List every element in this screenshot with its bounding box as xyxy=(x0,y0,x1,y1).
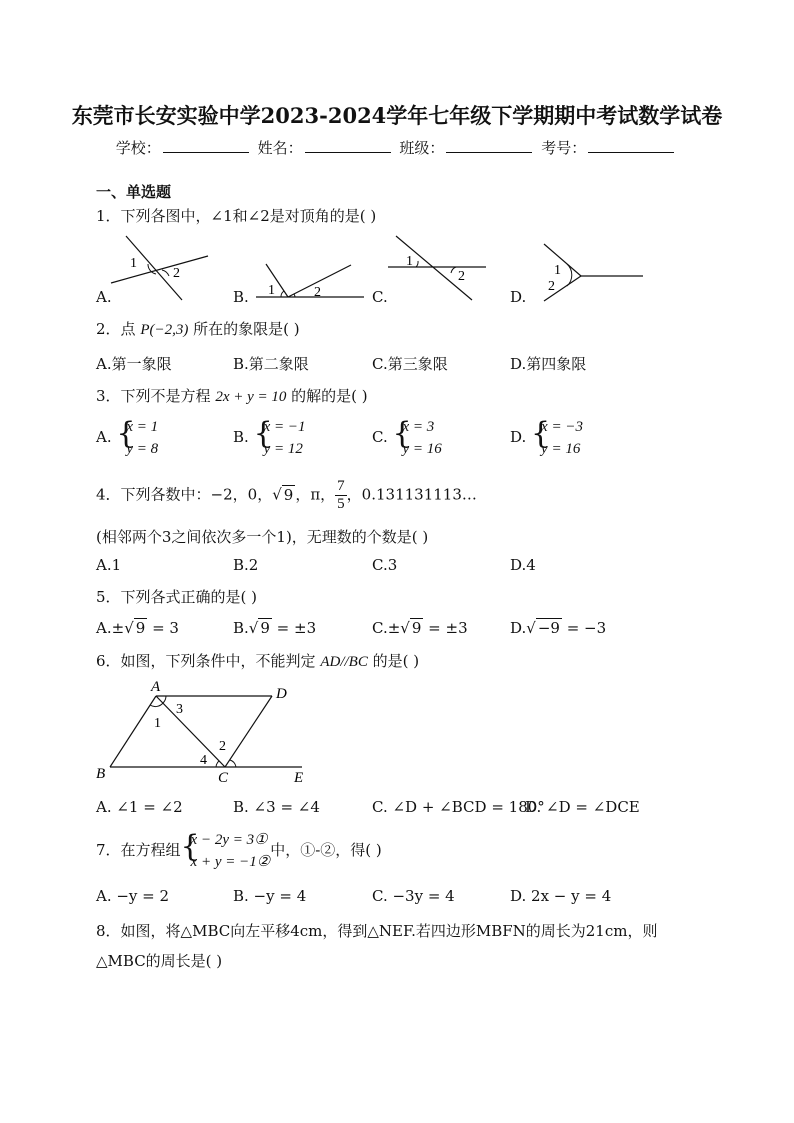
question-3-stem xyxy=(96,385,368,406)
figure-1a xyxy=(111,236,208,300)
fig1a-label-1: 1 xyxy=(130,256,137,271)
q2-option-d: D.第四象限 xyxy=(510,355,587,373)
q6-option-b: B. ∠3 = ∠4 xyxy=(233,798,320,816)
q2-option-c: C.第三象限 xyxy=(372,355,448,373)
exam-title: 东莞市长安实验中学2023-2024学年七年级下学期期中考试数学试卷 xyxy=(71,103,723,128)
name-blank xyxy=(305,138,391,153)
exam-no-blank xyxy=(588,138,674,153)
q4-option-d: D.4 xyxy=(510,556,536,574)
question-6-stem: 6．如图，下列条件中，不能判定 AD//BC 的是( ) xyxy=(96,652,420,670)
question-1-stem: 1．下列各图中，∠1和∠2是对顶角的是( ) xyxy=(96,207,377,225)
fig1b-label-2: 2 xyxy=(314,285,321,300)
q5-option-b: B.√ 9 = ±3 xyxy=(233,619,317,637)
q1-option-d: D. xyxy=(510,288,527,306)
school-blank xyxy=(163,138,249,153)
q7-option-d: D. 2x − y = 4 xyxy=(510,887,612,905)
svg-text:2: 2 xyxy=(219,739,226,754)
school-label: 学校： xyxy=(115,139,161,157)
q4-option-a: A.1 xyxy=(96,556,122,574)
q6-parallel: AD//BC xyxy=(320,654,368,670)
question-4-line2: (相邻两个3之间依次多一个1)，无理数的个数是( ) xyxy=(96,528,429,546)
name-label: 姓名： xyxy=(257,139,303,157)
q6-option-c: C. ∠D + ∠BCD = 180° xyxy=(372,798,545,816)
q7-option-b: B. −y = 4 xyxy=(233,887,307,905)
question-4-stem: 4．下列各数中：−2，0，√ 9 ，π， $\frac{7}{5}$ ，0.131131113… xyxy=(96,478,477,512)
q3-option-d: D. { x = −3 y = 16 xyxy=(510,416,583,457)
class-blank xyxy=(446,138,532,153)
q1-option-c: C. xyxy=(372,288,388,306)
section-heading: 一、单选题 xyxy=(96,183,172,201)
student-info-row xyxy=(0,137,794,158)
q3-stem-post: 的解的是( ) xyxy=(291,387,368,405)
fig1d-label-1: 1 xyxy=(554,263,561,278)
fig1c-label-2: 2 xyxy=(458,269,465,284)
svg-text:C: C xyxy=(218,770,229,786)
q2-stem-post: 所在的象限是( ) xyxy=(193,320,300,338)
q4-option-c: C.3 xyxy=(372,556,398,574)
question-6-figure xyxy=(92,676,322,786)
q2-option-a: A.第一象限 xyxy=(96,355,172,373)
question-5-stem: 5．下列各式正确的是( ) xyxy=(96,588,258,606)
fig1a-label-2: 2 xyxy=(173,266,180,281)
q5-option-a: A.±√ 9 = 3 xyxy=(96,619,179,637)
q5-option-d: D.√ −9 = −3 xyxy=(510,619,607,637)
q5-option-c: C.±√ 9 = ±3 xyxy=(372,619,468,637)
q7-option-a: A. −y = 2 xyxy=(96,887,170,905)
svg-text:4: 4 xyxy=(200,753,207,768)
question-7-stem: 7．在方程组 { x − 2y = 3① x + y = −1② 中，①-②，得( ) xyxy=(96,829,382,870)
figure-1d xyxy=(544,244,643,301)
q3-option-a: A. { x = 1 y = 8 xyxy=(96,416,159,457)
figure-1c xyxy=(388,236,486,300)
q2-stem-pre: 2．点 xyxy=(96,320,136,338)
q3-equation: 2x + y = 10 xyxy=(215,389,287,405)
question-8-line1: 8．如图，将△MBC向左平移4cm，得到△NEF.若四边形MBFN的周长为21cm，则 xyxy=(96,922,658,940)
exam-no-label: 考号： xyxy=(541,139,587,157)
svg-text:3: 3 xyxy=(176,702,183,717)
fig1d-label-2: 2 xyxy=(548,279,555,294)
svg-text:E: E xyxy=(294,770,304,786)
fig1b-label-1: 1 xyxy=(268,283,275,298)
q6-option-a: A. ∠1 = ∠2 xyxy=(96,798,183,816)
fig1c-label-1: 1 xyxy=(406,254,413,269)
svg-text:D: D xyxy=(276,686,287,702)
svg-text:1: 1 xyxy=(154,716,161,731)
svg-text:A: A xyxy=(151,679,161,695)
question-2-stem xyxy=(96,318,300,339)
question-8-line2: △MBC的周长是( ) xyxy=(96,952,223,970)
q7-option-c: C. −3y = 4 xyxy=(372,887,455,905)
q2-option-b: B.第二象限 xyxy=(233,355,309,373)
class-label: 班级： xyxy=(399,139,445,157)
q3-option-b: B. { x = −1 y = 12 xyxy=(233,416,306,457)
q6-option-d: D. ∠D = ∠DCE xyxy=(525,798,640,816)
svg-text:B: B xyxy=(96,766,106,782)
q3-stem-pre: 3．下列不是方程 xyxy=(96,387,211,405)
q1-option-a: A. xyxy=(96,288,112,306)
q1-option-b: B. xyxy=(233,288,249,306)
q3-option-c: C. { x = 3 y = 16 xyxy=(372,416,442,457)
figure-1b xyxy=(256,264,364,300)
q4-option-b: B.2 xyxy=(233,556,259,574)
q2-point: P(−2,3) xyxy=(140,322,189,338)
